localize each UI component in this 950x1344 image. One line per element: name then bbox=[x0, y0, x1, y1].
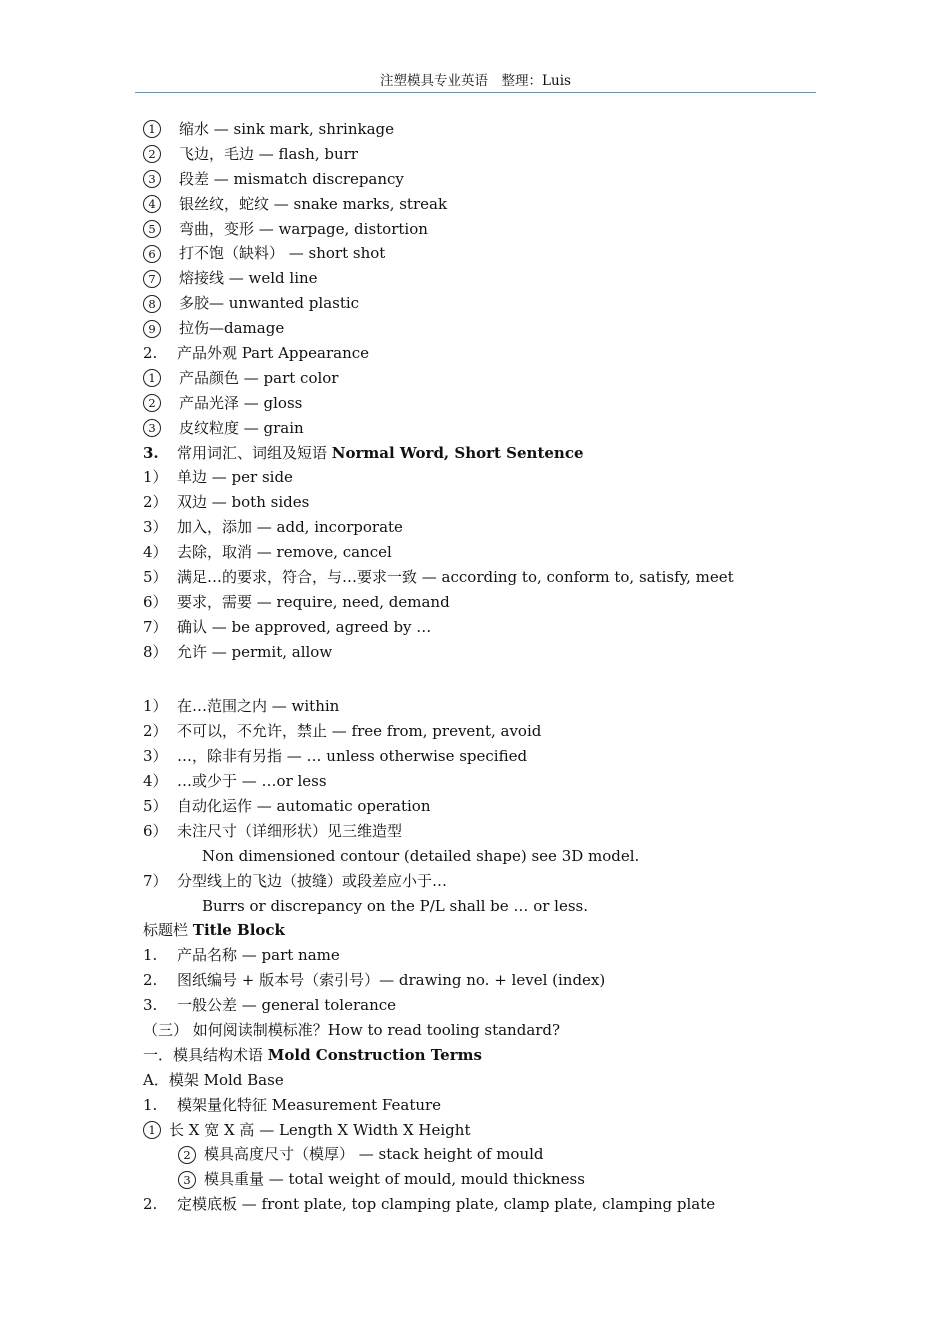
list-item bbox=[143, 615, 823, 640]
list-item bbox=[143, 117, 823, 142]
item-number: 5） bbox=[143, 796, 168, 815]
list-item bbox=[143, 366, 823, 391]
line-text: 确认 — be approved, agreed by … bbox=[177, 617, 432, 636]
list-item bbox=[143, 316, 823, 341]
list-item bbox=[143, 291, 823, 316]
list-item bbox=[143, 719, 823, 744]
circled-number: 2 bbox=[143, 394, 161, 412]
section-title: 一．模具结构术语 bbox=[143, 1045, 268, 1064]
list-item bbox=[143, 968, 823, 993]
line-text: 弯曲，变形 — warpage, distortion bbox=[179, 219, 428, 238]
line-text: 长 X 宽 X 高 — Length X Width X Height bbox=[169, 1120, 471, 1139]
item-number: 5） bbox=[143, 568, 168, 587]
line-text: 飞边，毛边 — flash, burr bbox=[179, 144, 358, 163]
line-text: 加入，添加 — add, incorporate bbox=[177, 518, 403, 537]
circled-number: 2 bbox=[143, 145, 161, 163]
line-text: 模具高度尺寸（模厚） — stack height of mould bbox=[204, 1145, 544, 1164]
circled-number: 8 bbox=[143, 295, 161, 313]
list-item bbox=[143, 192, 823, 217]
section-title-english: Mold Construction Terms bbox=[267, 1045, 482, 1064]
item-number: 2） bbox=[143, 493, 168, 512]
section-title: 常用词汇、词组及短语 bbox=[177, 443, 332, 462]
header-title: 注塑模具专业英语 整理：Luis bbox=[380, 73, 571, 89]
translation-line bbox=[143, 894, 823, 919]
list-item bbox=[143, 167, 823, 192]
list-item bbox=[143, 465, 823, 490]
list-item bbox=[143, 590, 823, 615]
section-number: 2. bbox=[143, 344, 158, 363]
line-text: 去除，取消 — remove, cancel bbox=[177, 543, 392, 562]
section-title-english: Title Block bbox=[192, 921, 285, 940]
line-text: 满足…的要求，符合，与…要求一致 — according to, conform to, satisfy, meet bbox=[177, 568, 734, 587]
section-heading bbox=[143, 341, 823, 366]
list-item bbox=[143, 490, 823, 515]
line-text: 产品光泽 — gloss bbox=[179, 393, 303, 412]
list-item bbox=[143, 142, 823, 167]
line-text: 要求，需要 — require, need, demand bbox=[177, 592, 450, 611]
line-text: 允许 — permit, allow bbox=[177, 642, 333, 661]
section-title: （三） 如何阅读制模标准？How to read tooling standard? bbox=[143, 1020, 561, 1039]
item-number: 2. bbox=[143, 971, 158, 990]
circled-number: 4 bbox=[143, 195, 161, 213]
list-item bbox=[143, 744, 823, 769]
list-item bbox=[143, 266, 823, 291]
line-text: 打不饱（缺料） — short shot bbox=[179, 244, 386, 263]
item-number: 3） bbox=[143, 747, 168, 766]
item-number: 6） bbox=[143, 592, 168, 611]
line-text: 拉伤—damage bbox=[179, 319, 285, 338]
list-item bbox=[143, 869, 823, 894]
line-text: …或少于 — …or less bbox=[177, 772, 327, 791]
circled-number: 5 bbox=[143, 220, 161, 238]
circled-number: 6 bbox=[143, 245, 161, 263]
line-text: 模具重量 — total weight of mould, mould thickness bbox=[204, 1170, 585, 1189]
line-text: 产品名称 — part name bbox=[177, 946, 340, 965]
line-text: 单边 — per side bbox=[177, 468, 293, 487]
line-text: …，除非有另指 — … unless otherwise specified bbox=[177, 747, 528, 766]
line-text: 产品颜色 — part color bbox=[179, 368, 339, 387]
list-item bbox=[143, 943, 823, 968]
section-heading bbox=[143, 918, 823, 943]
circled-number: 1 bbox=[143, 1121, 161, 1139]
section-heading bbox=[143, 441, 823, 466]
circled-number: 3 bbox=[143, 170, 161, 188]
section-title: 产品外观 Part Appearance bbox=[177, 344, 370, 363]
list-item bbox=[143, 993, 823, 1018]
line-text: 定模底板 — front plate, top clamping plate, clamp plate, clamping plate bbox=[177, 1195, 716, 1214]
line-text: 在…范围之内 — within bbox=[177, 697, 340, 716]
line-text: Burrs or discrepancy on the P/L shall be … or less. bbox=[202, 896, 589, 915]
list-item bbox=[143, 540, 823, 565]
list-item bbox=[143, 515, 823, 540]
line-text: Non dimensioned contour (detailed shape) see 3D model. bbox=[202, 846, 640, 865]
list-item bbox=[143, 565, 823, 590]
item-number: 8） bbox=[143, 642, 168, 661]
line-text: 银丝纹，蛇纹 — snake marks, streak bbox=[179, 194, 448, 213]
item-number: 1. bbox=[143, 946, 158, 965]
line-text: 缩水 — sink mark, shrinkage bbox=[179, 120, 395, 138]
section-heading bbox=[143, 1018, 823, 1043]
page-header bbox=[135, 70, 816, 93]
circled-number: 1 bbox=[143, 369, 161, 387]
line-text: 分型线上的飞边（披缝）或段差应小于… bbox=[177, 871, 448, 890]
list-item bbox=[143, 769, 823, 794]
section-heading bbox=[143, 1043, 823, 1068]
list-item bbox=[143, 1142, 823, 1167]
list-item bbox=[143, 819, 823, 844]
line-text: 一般公差 — general tolerance bbox=[177, 996, 397, 1015]
line-text: 多胶— unwanted plastic bbox=[179, 294, 360, 313]
line-text: 皮纹粒度 — grain bbox=[179, 418, 304, 437]
line-text: 段差 — mismatch discrepancy bbox=[179, 169, 404, 188]
section-title: 标题栏 bbox=[143, 921, 193, 940]
item-number: 1） bbox=[143, 697, 168, 716]
circled-number: 9 bbox=[143, 320, 161, 338]
item-number: 4） bbox=[143, 772, 168, 791]
item-number: 4） bbox=[143, 543, 168, 562]
line-text: 未注尺寸（详细形状）见三维造型 bbox=[177, 821, 403, 840]
translation-line bbox=[143, 844, 823, 869]
list-item bbox=[143, 217, 823, 242]
circled-number: 1 bbox=[143, 120, 161, 138]
list-item bbox=[143, 391, 823, 416]
subsection-title: A．模架 Mold Base bbox=[143, 1070, 284, 1089]
section-number: 3. bbox=[143, 443, 159, 462]
line-text: 不可以，不允许，禁止 — free from, prevent, avoid bbox=[177, 722, 542, 741]
item-number: 6） bbox=[143, 821, 168, 840]
list-item bbox=[143, 1093, 823, 1118]
subsection-heading bbox=[143, 1068, 823, 1093]
list-item bbox=[143, 1167, 823, 1192]
blank-line bbox=[143, 665, 823, 695]
circled-number: 2 bbox=[178, 1146, 196, 1164]
item-number: 2. bbox=[143, 1195, 158, 1214]
list-item bbox=[143, 241, 823, 266]
document-body bbox=[143, 117, 823, 1217]
circled-number: 3 bbox=[178, 1171, 196, 1189]
item-number: 3） bbox=[143, 518, 168, 537]
list-item bbox=[143, 794, 823, 819]
circled-number: 7 bbox=[143, 270, 161, 288]
item-number: 7） bbox=[143, 871, 168, 890]
list-item bbox=[143, 416, 823, 441]
line-text: 图纸编号 + 版本号（索引号）— drawing no. + level (index) bbox=[177, 971, 606, 990]
list-item bbox=[143, 1192, 823, 1217]
item-number: 3. bbox=[143, 996, 158, 1015]
list-item bbox=[143, 694, 823, 719]
circled-number: 3 bbox=[143, 419, 161, 437]
section-title-english: Normal Word, Short Sentence bbox=[331, 443, 584, 462]
item-number: 1） bbox=[143, 468, 168, 487]
line-text: 双边 — both sides bbox=[177, 493, 310, 512]
line-text: 自动化运作 — automatic operation bbox=[177, 796, 431, 815]
item-number: 7） bbox=[143, 617, 168, 636]
line-text: 熔接线 — weld line bbox=[179, 269, 318, 288]
list-item bbox=[143, 1118, 823, 1143]
list-item bbox=[143, 640, 823, 665]
line-text: 模架量化特征 Measurement Feature bbox=[177, 1095, 442, 1114]
item-number: 1. bbox=[143, 1095, 158, 1114]
item-number: 2） bbox=[143, 722, 168, 741]
